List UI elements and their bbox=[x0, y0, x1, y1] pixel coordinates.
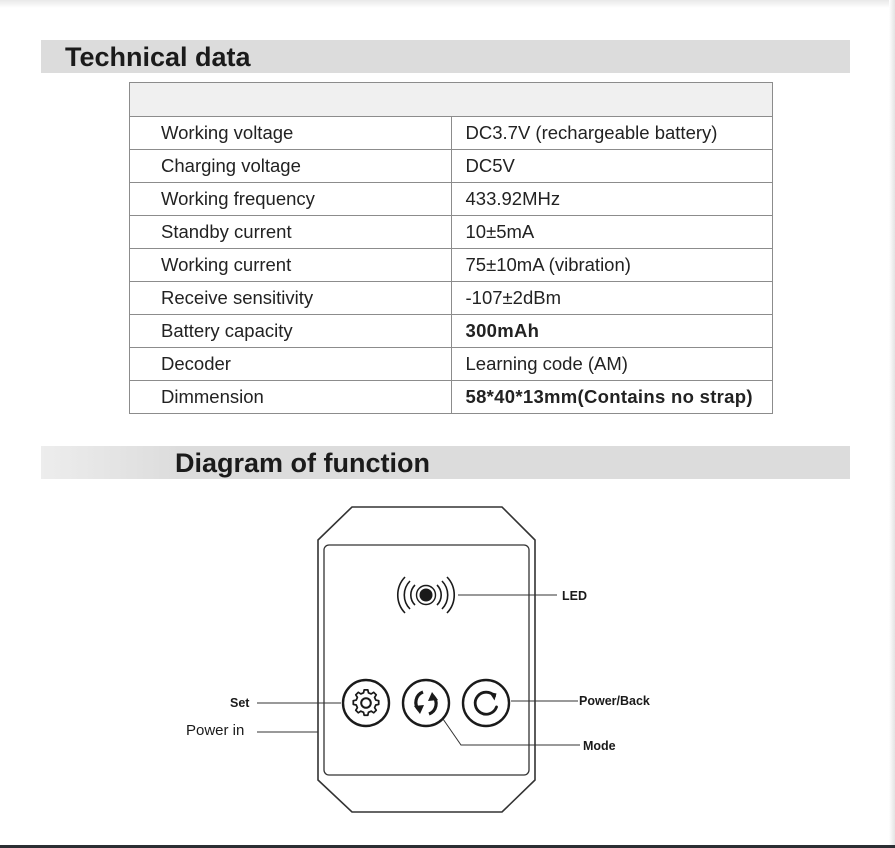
spec-value: DC5V bbox=[451, 150, 773, 183]
spec-value: 10±5mA bbox=[451, 216, 773, 249]
table-row bbox=[130, 315, 773, 348]
spec-label: Decoder bbox=[130, 348, 452, 381]
table-row bbox=[130, 282, 773, 315]
table-row bbox=[130, 183, 773, 216]
spec-value: 433.92MHz bbox=[451, 183, 773, 216]
page-top-shadow bbox=[0, 0, 895, 8]
table-row bbox=[130, 381, 773, 414]
device-face-panel bbox=[324, 545, 529, 775]
table-header-row bbox=[130, 83, 773, 117]
spec-label: Working current bbox=[130, 249, 452, 282]
power-back-button[interactable] bbox=[463, 680, 509, 726]
spec-label: Dimmension bbox=[130, 381, 452, 414]
spec-value: 58*40*13mm(Contains no strap) bbox=[451, 381, 773, 414]
spec-label: Receive sensitivity bbox=[130, 282, 452, 315]
power-back-label: Power/Back bbox=[579, 694, 650, 708]
spec-value: DC3.7V (rechargeable battery) bbox=[451, 117, 773, 150]
table-header-cell bbox=[130, 83, 773, 117]
spec-value: Learning code (AM) bbox=[451, 348, 773, 381]
spec-label: Charging voltage bbox=[130, 150, 452, 183]
device-diagram bbox=[0, 490, 895, 830]
spec-label: Working voltage bbox=[130, 117, 452, 150]
power-in-label: Power in bbox=[186, 722, 245, 739]
technical-data-table bbox=[129, 82, 773, 414]
table-row bbox=[130, 216, 773, 249]
led-label: LED bbox=[562, 589, 587, 603]
spec-label: Battery capacity bbox=[130, 315, 452, 348]
table-row bbox=[130, 348, 773, 381]
spec-value: 75±10mA (vibration) bbox=[451, 249, 773, 282]
technical-data-title: Technical data bbox=[65, 42, 251, 72]
mode-button[interactable] bbox=[403, 680, 449, 726]
mode-label: Mode bbox=[583, 739, 616, 753]
set-button[interactable] bbox=[343, 680, 389, 726]
spec-label: Working frequency bbox=[130, 183, 452, 216]
spec-value: -107±2dBm bbox=[451, 282, 773, 315]
spec-label: Standby current bbox=[130, 216, 452, 249]
device-illustration bbox=[0, 490, 895, 830]
table-row bbox=[130, 150, 773, 183]
table-row bbox=[130, 117, 773, 150]
technical-data-header bbox=[41, 40, 850, 73]
diagram-of-function-header bbox=[41, 446, 850, 479]
table-row bbox=[130, 249, 773, 282]
set-label: Set bbox=[230, 696, 250, 710]
diagram-of-function-title: Diagram of function bbox=[175, 448, 430, 478]
spec-value: 300mAh bbox=[451, 315, 773, 348]
